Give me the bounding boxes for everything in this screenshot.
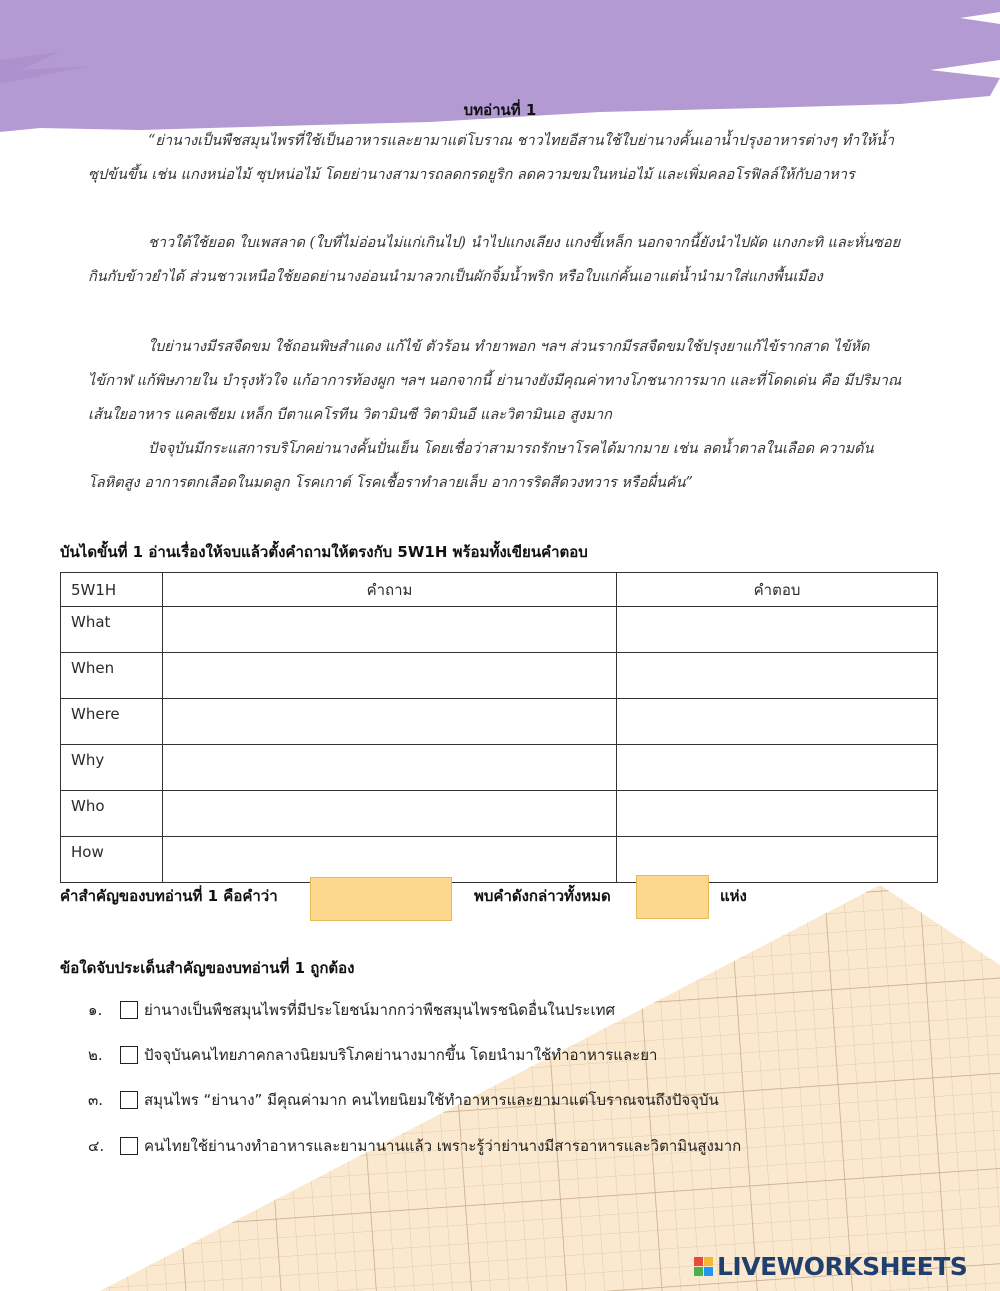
answer-input-what[interactable] <box>617 607 937 652</box>
choice-text: คนไทยใช้ย่านางทำอาหารและยามานานแล้ว เพราะรู้ว่าย่านางมีสารอาหารและวิตามินสูงมาก <box>144 1137 742 1155</box>
row-label-who: Who <box>61 791 163 837</box>
keyword-answer-box[interactable] <box>310 877 452 921</box>
liveworksheets-logo <box>694 1252 967 1281</box>
choice-2[interactable] <box>88 1043 657 1067</box>
question-input-when[interactable] <box>163 653 616 698</box>
5w1h-table <box>60 572 938 883</box>
choice-checkbox-1[interactable] <box>120 1001 138 1019</box>
table-row <box>61 837 938 883</box>
passage-paragraph-1: “ย่านางเป็นพืชสมุนไพรที่ใช้เป็นอาหารและยามาแต่โบราณ ชาวไทยอีสานใช้ใบย่านางคั้นเอาน้ำปรุงอาหารต่างๆ ทำให้น้ำซุปข้นขึ้น เช่น แกงหน่อไม้ ซุปหน่อไม้ โดยย่านางสามารถลดกรดยูริก ลดความขมในหน่อไม้ และเพิ่มคลอโรฟิลล์ให้กับอาหาร <box>88 133 894 183</box>
keyword-label: คำสำคัญของบทอ่านที่ 1 คือคำว่า <box>60 887 278 905</box>
table-header-row <box>61 573 938 607</box>
answer-cell[interactable] <box>617 607 938 653</box>
choice-4[interactable] <box>88 1134 741 1158</box>
question-input-where[interactable] <box>163 699 616 744</box>
choice-text: ปัจจุบันคนไทยภาคกลางนิยมบริโภคย่านางมากขึ้น โดยนำมาใช้ทำอาหารและยา <box>144 1046 658 1064</box>
choice-number: ๓. <box>88 1091 104 1109</box>
question-input-why[interactable] <box>163 745 616 790</box>
row-label-why: Why <box>61 745 163 791</box>
answer-input-why[interactable] <box>617 745 937 790</box>
choice-checkbox-3[interactable] <box>120 1091 138 1109</box>
choice-number: ๒. <box>88 1046 103 1064</box>
table-row <box>61 607 938 653</box>
row-label-where: Where <box>61 699 163 745</box>
table-row <box>61 745 938 791</box>
choice-number: ๔. <box>88 1137 105 1155</box>
answer-cell[interactable] <box>617 791 938 837</box>
keyword-count-input[interactable] <box>637 876 708 918</box>
row-label-when: When <box>61 653 163 699</box>
choice-1[interactable] <box>88 998 615 1022</box>
header-answer: คำตอบ <box>617 573 938 607</box>
table-row <box>61 653 938 699</box>
question-input-what[interactable] <box>163 607 616 652</box>
choice-text: ย่านางเป็นพืชสมุนไพรที่มีประโยชน์มากกว่าพืชสมุนไพรชนิดอื่นในประเทศ <box>144 1001 616 1019</box>
passage-title: บทอ่านที่ 1 <box>463 101 537 119</box>
choice-number: ๑. <box>88 1001 103 1019</box>
question-input-who[interactable] <box>163 791 616 836</box>
row-label-what: What <box>61 607 163 653</box>
header-5w1h: 5W1H <box>61 573 163 607</box>
choice-checkbox-4[interactable] <box>120 1137 138 1155</box>
row-label-how: How <box>61 837 163 883</box>
choice-checkbox-2[interactable] <box>120 1046 138 1064</box>
answer-cell[interactable] <box>617 745 938 791</box>
logo-text: LIVEWORKSHEETS <box>717 1252 968 1281</box>
choice-text: สมุนไพร “ย่านาง” มีคุณค่ามาก คนไทยนิยมใช้ทำอาหารและยามาแต่โบราณจนถึงปัจจุบัน <box>144 1091 719 1109</box>
answer-cell[interactable] <box>617 699 938 745</box>
header-question: คำถาม <box>163 573 617 607</box>
passage-paragraph-3: ใบย่านางมีรสจืดขม ใช้ถอนพิษสำแดง แก้ไข้ ตัวร้อน ทำยาพอก ฯลฯ ส่วนรากมีรสจืดขมใช้ปรุงยาแก้ไข้รากสาด ไข้หัด ไข้กาฬ แก้พิษภายใน บำรุงหัวใจ แก้อาการท้องผูก ฯลฯ นอกจากนี้ ย่านางยังมีคุณค่าทางโภชนาการมาก และที่โดดเด่น คือ มีปริมาณเส้นใยอาหาร แคลเซียม เหล็ก บีตาแคโรทีน วิตามินซี วิตามินอี และวิตามินเอ สูงมาก <box>88 339 902 423</box>
answer-input-where[interactable] <box>617 699 937 744</box>
keyword-unit-label: แห่ง <box>720 887 747 905</box>
question-cell[interactable] <box>163 653 617 699</box>
passage-paragraph-2: ชาวใต้ใช้ยอด ใบเพสลาด (ใบที่ไม่อ่อนไม่แก่เกินไป) นำไปแกงเลียง แกงขี้เหล็ก นอกจากนี้ยังนำไปผัด แกงกะทิ และหั่นซอยกินกับข้าวยำได้ ส่วนชาวเหนือใช้ยอดย่านางอ่อนนำมาลวกเป็นผักจิ้มน้ำพริก หรือใบแก่คั้นเอาแต่น้ำนำมาใส่แกงพื้นเมือง <box>88 235 901 285</box>
passage-paragraph-4: ปัจจุบันมีกระแสการบริโภคย่านางคั้นปั่นเย็น โดยเชื่อว่าสามารถรักษาโรคได้มากมาย เช่น ลดน้ำตาลในเลือด ความดันโลหิตสูง อาการตกเลือดในมดลูก โรคเกาต์ โรคเชื้อราทำลายเล็บ อาการริดสีดวงทวาร หรือผื่นคัน” <box>88 441 874 491</box>
question-cell[interactable] <box>163 699 617 745</box>
answer-cell[interactable] <box>617 653 938 699</box>
answer-input-who[interactable] <box>617 791 937 836</box>
step1-title: บันไดขั้นที่ 1 อ่านเรื่องให้จบแล้วตั้งคำถามให้ตรงกับ 5W1H พร้อมทั้งเขียนคำตอบ <box>60 543 588 561</box>
question-cell[interactable] <box>163 791 617 837</box>
question-input-how[interactable] <box>163 837 616 882</box>
question-cell[interactable] <box>163 745 617 791</box>
question-cell[interactable] <box>163 607 617 653</box>
choice-3[interactable] <box>88 1088 719 1112</box>
table-row <box>61 791 938 837</box>
keyword-count-box[interactable] <box>636 875 709 919</box>
question-title: ข้อใดจับประเด็นสำคัญของบทอ่านที่ 1 ถูกต้อง <box>60 959 355 977</box>
table-row <box>61 699 938 745</box>
keyword-input[interactable] <box>311 878 451 920</box>
logo-blocks-icon <box>694 1257 713 1276</box>
keyword-count-label: พบคำดังกล่าวทั้งหมด <box>474 887 611 905</box>
answer-input-when[interactable] <box>617 653 937 698</box>
question-cell[interactable] <box>163 837 617 883</box>
